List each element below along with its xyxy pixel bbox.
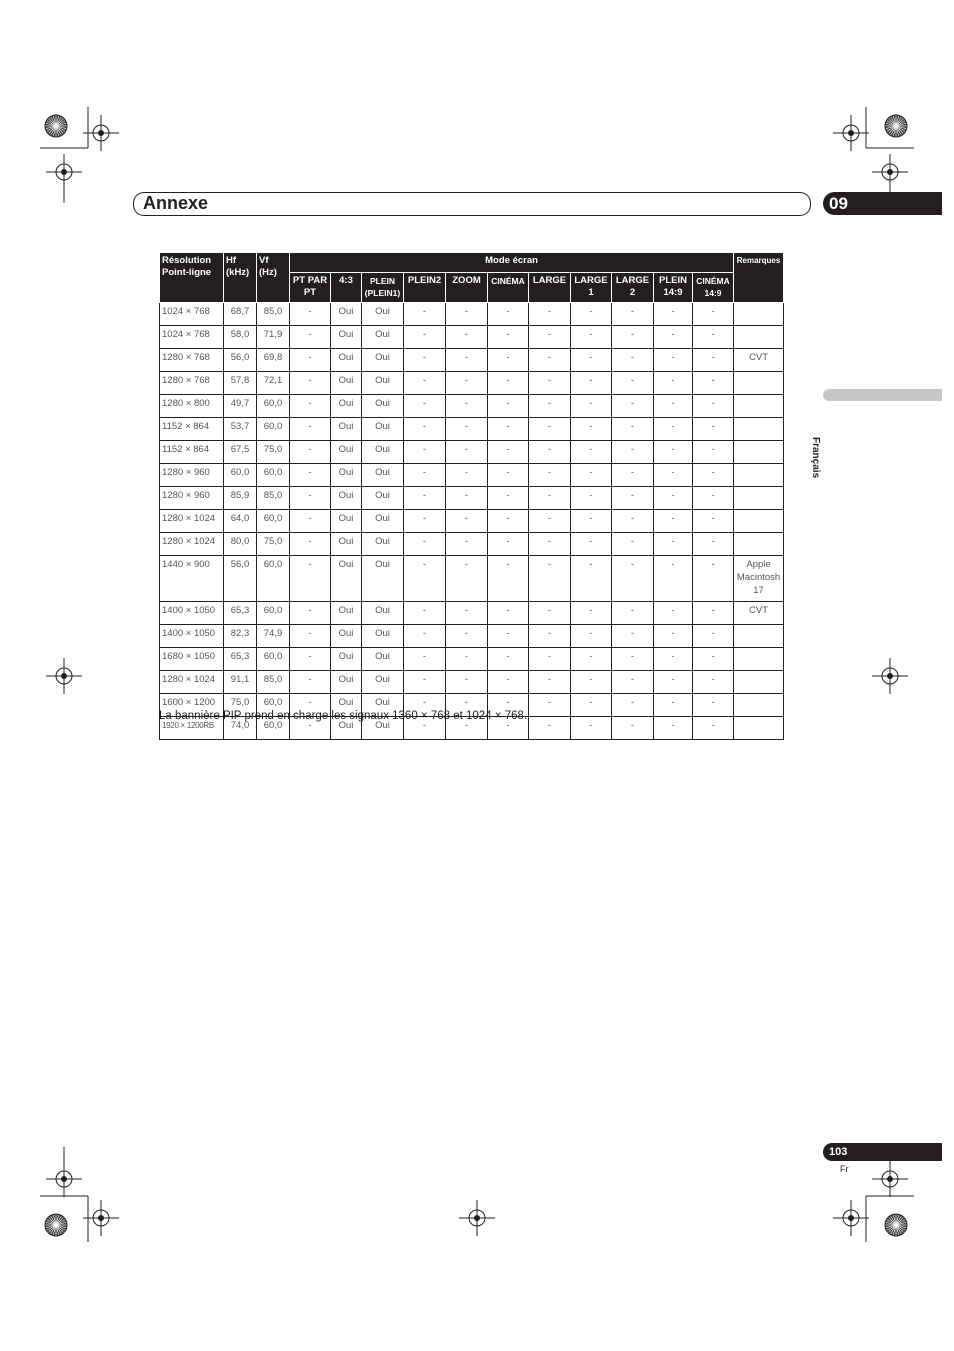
cell-mode: - — [488, 395, 529, 418]
cell-mode: - — [488, 694, 529, 717]
cell-mode: - — [693, 395, 734, 418]
cell-vf: 60,0 — [257, 717, 290, 740]
cell-mode: - — [529, 326, 571, 349]
cell-mode: - — [404, 349, 446, 372]
cell-hf: 82,3 — [224, 625, 257, 648]
cell-hf: 49,7 — [224, 395, 257, 418]
cell-mode: - — [488, 648, 529, 671]
cell-mode: - — [654, 303, 693, 326]
cell-mode: - — [654, 464, 693, 487]
cell-mode: Oui — [362, 602, 404, 625]
cell-mode: - — [529, 602, 571, 625]
col-header-hf: Hf (kHz) — [224, 253, 257, 303]
cell-mode: - — [404, 671, 446, 694]
cell-mode: - — [488, 372, 529, 395]
cell-mode: - — [529, 648, 571, 671]
cell-mode: - — [612, 602, 654, 625]
cell-mode: - — [654, 349, 693, 372]
cell-mode: - — [446, 602, 488, 625]
cell-mode: - — [571, 418, 612, 441]
cell-mode: - — [488, 533, 529, 556]
cell-mode: Oui — [362, 464, 404, 487]
col-header-mode: Mode écran — [290, 253, 734, 273]
cell-mode: - — [612, 556, 654, 602]
cell-mode: Oui — [362, 671, 404, 694]
cell-mode: - — [529, 717, 571, 740]
cell-resolution: 1152 × 864 — [160, 418, 224, 441]
cell-mode: - — [446, 671, 488, 694]
cell-resolution: 1024 × 768 — [160, 326, 224, 349]
cell-mode: - — [529, 510, 571, 533]
cell-resolution: 1280 × 1024 — [160, 671, 224, 694]
cell-hf: 91,1 — [224, 671, 257, 694]
registration-mark-icon — [872, 1161, 908, 1197]
mode-header: LARGE — [529, 273, 571, 303]
cell-mode: - — [612, 694, 654, 717]
cell-mode: Oui — [331, 717, 362, 740]
cell-mode: - — [488, 303, 529, 326]
mode-header: PT PAR PT — [290, 273, 331, 303]
cell-mode: - — [654, 671, 693, 694]
cell-hf: 65,3 — [224, 648, 257, 671]
cell-mode: - — [404, 717, 446, 740]
cell-mode: - — [654, 510, 693, 533]
mode-header: 4:3 — [331, 273, 362, 303]
cell-mode: - — [446, 694, 488, 717]
cell-mode: - — [290, 303, 331, 326]
cell-mode: - — [290, 556, 331, 602]
registration-mark-icon — [46, 154, 82, 190]
cell-mode: - — [404, 556, 446, 602]
cell-mode: - — [693, 533, 734, 556]
cell-mode: - — [529, 671, 571, 694]
cell-mode: - — [693, 671, 734, 694]
cell-mode: - — [404, 464, 446, 487]
cell-mode: - — [693, 441, 734, 464]
cell-mode: - — [612, 303, 654, 326]
cell-mode: - — [654, 395, 693, 418]
cell-mode: - — [488, 464, 529, 487]
cell-remark: CVT — [734, 349, 784, 372]
cell-resolution: 1400 × 1050 — [160, 625, 224, 648]
cell-mode: - — [693, 602, 734, 625]
cell-mode: - — [571, 602, 612, 625]
cell-mode: - — [654, 602, 693, 625]
cell-resolution: 1280 × 768 — [160, 349, 224, 372]
cell-mode: - — [404, 395, 446, 418]
cell-mode: Oui — [362, 625, 404, 648]
cell-mode: - — [446, 464, 488, 487]
page-number: 103 — [829, 1146, 848, 1158]
registration-mark-icon — [872, 658, 908, 694]
registration-mark-icon — [83, 1200, 119, 1236]
registration-mark-icon — [872, 154, 908, 190]
page-language-code: Fr — [840, 1164, 849, 1174]
cell-mode: - — [571, 625, 612, 648]
cell-mode: - — [612, 464, 654, 487]
cell-mode: - — [529, 464, 571, 487]
cell-mode: - — [654, 418, 693, 441]
cell-vf: 85,0 — [257, 303, 290, 326]
footnote: La bannière PIP prend en charge les signaux 1360 × 768 et 1024 × 768. — [159, 710, 528, 722]
cell-hf: 75,0 — [224, 694, 257, 717]
cell-mode: - — [529, 625, 571, 648]
cell-mode: - — [612, 418, 654, 441]
cell-mode: Oui — [362, 418, 404, 441]
cell-mode: - — [404, 625, 446, 648]
cell-mode: - — [446, 372, 488, 395]
cell-mode: Oui — [331, 487, 362, 510]
cell-mode: Oui — [331, 418, 362, 441]
cell-mode: - — [290, 487, 331, 510]
cell-resolution: 1680 × 1050 — [160, 648, 224, 671]
registration-mark-icon — [46, 1161, 82, 1197]
cell-mode: - — [612, 441, 654, 464]
cell-mode: - — [693, 556, 734, 602]
cell-mode: Oui — [362, 349, 404, 372]
cell-mode: - — [571, 671, 612, 694]
cell-mode: - — [693, 303, 734, 326]
cell-mode: - — [693, 694, 734, 717]
cell-mode: Oui — [362, 510, 404, 533]
cell-mode: Oui — [331, 648, 362, 671]
cell-mode: - — [446, 510, 488, 533]
cell-mode: - — [446, 349, 488, 372]
cell-mode: - — [290, 602, 331, 625]
cell-mode: - — [404, 418, 446, 441]
cell-mode: - — [290, 441, 331, 464]
cell-mode: - — [404, 441, 446, 464]
cell-mode: Oui — [362, 694, 404, 717]
cell-mode: - — [290, 510, 331, 533]
cell-mode: - — [488, 717, 529, 740]
cell-mode: - — [612, 510, 654, 533]
language-label: Français — [810, 437, 821, 479]
cell-mode: - — [488, 441, 529, 464]
cell-mode: - — [290, 694, 331, 717]
cell-mode: - — [488, 625, 529, 648]
mode-header: LARGE 1 — [571, 273, 612, 303]
cell-mode: - — [529, 349, 571, 372]
section-title: Annexe — [143, 193, 209, 213]
cell-mode: - — [529, 372, 571, 395]
color-target-icon — [43, 1212, 69, 1238]
cell-hf: 56,0 — [224, 556, 257, 602]
cell-mode: - — [529, 395, 571, 418]
cell-vf: 71,9 — [257, 326, 290, 349]
cell-mode: - — [404, 487, 446, 510]
cell-mode: - — [612, 349, 654, 372]
cell-mode: Oui — [362, 441, 404, 464]
cell-mode: Oui — [362, 648, 404, 671]
cell-remark: CVT — [734, 602, 784, 625]
cell-mode: - — [290, 418, 331, 441]
cell-mode: - — [654, 372, 693, 395]
cell-vf: 85,0 — [257, 671, 290, 694]
cell-mode: Oui — [331, 671, 362, 694]
cell-mode: Oui — [331, 441, 362, 464]
cell-mode: - — [654, 648, 693, 671]
cell-vf: 60,0 — [257, 694, 290, 717]
cell-hf: 60,0 — [224, 464, 257, 487]
cell-hf: 58,0 — [224, 326, 257, 349]
cell-mode: Oui — [362, 326, 404, 349]
cell-mode: - — [488, 671, 529, 694]
cell-hf: 74,0 — [224, 717, 257, 740]
cell-mode: - — [612, 671, 654, 694]
cell-mode: - — [571, 303, 612, 326]
cell-mode: - — [404, 694, 446, 717]
mode-header: PLEIN 14:9 — [654, 273, 693, 303]
cell-mode: - — [529, 556, 571, 602]
cell-mode: - — [404, 372, 446, 395]
cell-hf: 57,8 — [224, 372, 257, 395]
cell-resolution: 1280 × 1024 — [160, 510, 224, 533]
registration-mark-icon — [833, 115, 869, 151]
cell-mode: - — [404, 533, 446, 556]
cell-vf: 69,8 — [257, 349, 290, 372]
cell-mode: - — [612, 487, 654, 510]
cell-vf: 72,1 — [257, 372, 290, 395]
cell-mode: - — [488, 510, 529, 533]
cell-resolution: 1400 × 1050 — [160, 602, 224, 625]
cell-mode: - — [290, 372, 331, 395]
cell-mode: - — [290, 625, 331, 648]
cell-mode: - — [488, 487, 529, 510]
color-target-icon — [43, 113, 69, 139]
cell-mode: Oui — [362, 303, 404, 326]
mode-header: PLEIN (PLEIN1) — [362, 273, 404, 303]
cell-mode: - — [529, 487, 571, 510]
cell-mode: - — [571, 556, 612, 602]
cell-mode: - — [290, 648, 331, 671]
cell-mode: - — [488, 418, 529, 441]
col-header-resolution: Résolution Point-ligne — [160, 253, 224, 303]
cell-mode: - — [446, 441, 488, 464]
cell-mode: - — [693, 510, 734, 533]
registration-mark-icon — [459, 1200, 495, 1236]
cell-mode: Oui — [362, 717, 404, 740]
cell-mode: - — [654, 717, 693, 740]
col-header-vf: Vf (Hz) — [257, 253, 290, 303]
cell-mode: - — [612, 326, 654, 349]
cell-mode: - — [612, 648, 654, 671]
cell-mode: - — [446, 487, 488, 510]
cell-mode: - — [693, 464, 734, 487]
cell-mode: - — [290, 671, 331, 694]
cell-mode: Oui — [331, 349, 362, 372]
cell-mode: - — [654, 533, 693, 556]
cell-mode: - — [529, 303, 571, 326]
cell-resolution: 1440 × 900 — [160, 556, 224, 602]
cell-mode: - — [446, 556, 488, 602]
cell-mode: - — [693, 717, 734, 740]
cell-mode: - — [290, 349, 331, 372]
cell-mode: Oui — [331, 395, 362, 418]
cell-hf: 85,9 — [224, 487, 257, 510]
cell-vf: 75,0 — [257, 441, 290, 464]
cell-mode: - — [571, 648, 612, 671]
registration-mark-icon — [833, 1200, 869, 1236]
cell-mode: Oui — [362, 556, 404, 602]
cell-mode: - — [404, 303, 446, 326]
cell-mode: Oui — [331, 602, 362, 625]
color-target-icon — [883, 1212, 909, 1238]
cell-mode: - — [612, 625, 654, 648]
cell-vf: 60,0 — [257, 395, 290, 418]
cell-resolution: 1280 × 800 — [160, 395, 224, 418]
cell-hf: 53,7 — [224, 418, 257, 441]
cell-mode: - — [290, 395, 331, 418]
cell-resolution: 1920 × 1200RB — [160, 717, 224, 740]
cell-hf: 65,3 — [224, 602, 257, 625]
cell-mode: - — [654, 326, 693, 349]
cell-mode: - — [571, 349, 612, 372]
mode-header: PLEIN2 — [404, 273, 446, 303]
cell-mode: - — [654, 441, 693, 464]
cell-mode: - — [571, 487, 612, 510]
cell-vf: 75,0 — [257, 533, 290, 556]
cell-mode: - — [290, 717, 331, 740]
cell-mode: - — [488, 326, 529, 349]
cell-mode: - — [693, 625, 734, 648]
cell-mode: Oui — [362, 395, 404, 418]
cell-mode: Oui — [331, 464, 362, 487]
cell-mode: - — [290, 533, 331, 556]
cell-mode: - — [612, 717, 654, 740]
cell-mode: - — [654, 556, 693, 602]
cell-mode: Oui — [331, 533, 362, 556]
cell-vf: 60,0 — [257, 556, 290, 602]
cell-mode: - — [693, 487, 734, 510]
cell-mode: - — [571, 326, 612, 349]
cell-mode: - — [693, 326, 734, 349]
cell-mode: - — [446, 533, 488, 556]
cell-mode: Oui — [331, 510, 362, 533]
cell-resolution: 1280 × 1024 — [160, 533, 224, 556]
cell-mode: - — [571, 441, 612, 464]
registration-mark-icon — [46, 658, 82, 694]
cell-mode: - — [290, 326, 331, 349]
cell-mode: - — [571, 510, 612, 533]
cell-mode: - — [446, 418, 488, 441]
cell-resolution: 1280 × 960 — [160, 464, 224, 487]
cell-vf: 60,0 — [257, 510, 290, 533]
cell-mode: Oui — [331, 694, 362, 717]
cell-mode: - — [654, 694, 693, 717]
cell-mode: Oui — [331, 326, 362, 349]
cell-mode: - — [488, 349, 529, 372]
cell-hf: 64,0 — [224, 510, 257, 533]
cell-mode: Oui — [331, 625, 362, 648]
cell-remark: Apple Macintosh 17 — [734, 556, 784, 602]
cell-mode: - — [612, 395, 654, 418]
cell-mode: - — [693, 418, 734, 441]
cell-mode: - — [693, 648, 734, 671]
mode-header: ZOOM — [446, 273, 488, 303]
cell-vf: 60,0 — [257, 602, 290, 625]
cell-mode: - — [404, 648, 446, 671]
cell-resolution: 1600 × 1200 — [160, 694, 224, 717]
cell-mode: - — [404, 510, 446, 533]
cell-vf: 60,0 — [257, 464, 290, 487]
cell-mode: - — [404, 326, 446, 349]
cell-mode: - — [404, 602, 446, 625]
mode-header: CINÉMA — [488, 273, 529, 303]
cell-mode: - — [446, 395, 488, 418]
cell-resolution: 1280 × 768 — [160, 372, 224, 395]
chapter-number: 09 — [829, 194, 848, 213]
cell-hf: 56,0 — [224, 349, 257, 372]
cell-mode: - — [529, 533, 571, 556]
mode-header: CINÉMA 14:9 — [693, 273, 734, 303]
mode-header: LARGE 2 — [612, 273, 654, 303]
cell-mode: Oui — [362, 372, 404, 395]
cell-mode: - — [488, 602, 529, 625]
cell-mode: - — [290, 464, 331, 487]
cell-mode: - — [654, 625, 693, 648]
cell-mode: - — [446, 303, 488, 326]
cell-mode: - — [571, 464, 612, 487]
cell-mode: - — [446, 648, 488, 671]
cell-vf: 60,0 — [257, 648, 290, 671]
cell-hf: 67,5 — [224, 441, 257, 464]
cell-hf: 68,7 — [224, 303, 257, 326]
cell-resolution: 1152 × 864 — [160, 441, 224, 464]
cell-mode: - — [446, 326, 488, 349]
cell-vf: 74,9 — [257, 625, 290, 648]
cell-mode: Oui — [331, 372, 362, 395]
cell-resolution: 1024 × 768 — [160, 303, 224, 326]
cell-hf: 80,0 — [224, 533, 257, 556]
cell-mode: - — [654, 487, 693, 510]
cell-mode: - — [571, 694, 612, 717]
registration-mark-icon — [83, 115, 119, 151]
cell-vf: 60,0 — [257, 418, 290, 441]
cell-mode: Oui — [362, 533, 404, 556]
cell-mode: Oui — [331, 556, 362, 602]
col-header-remarks: Remarques — [734, 253, 784, 303]
color-target-icon — [883, 113, 909, 139]
cell-mode: - — [529, 441, 571, 464]
cell-mode: - — [529, 418, 571, 441]
cell-mode: Oui — [362, 487, 404, 510]
cell-mode: - — [693, 372, 734, 395]
cell-vf: 85,0 — [257, 487, 290, 510]
cell-resolution: 1280 × 960 — [160, 487, 224, 510]
cell-mode: Oui — [331, 303, 362, 326]
cell-mode: - — [446, 717, 488, 740]
cell-mode: - — [571, 395, 612, 418]
cell-mode: - — [612, 372, 654, 395]
cell-mode: - — [571, 717, 612, 740]
cell-mode: - — [571, 372, 612, 395]
cell-mode: - — [488, 556, 529, 602]
cell-mode: - — [571, 533, 612, 556]
cell-mode: - — [693, 349, 734, 372]
cell-mode: - — [529, 694, 571, 717]
cell-mode: - — [446, 625, 488, 648]
cell-mode: - — [612, 533, 654, 556]
